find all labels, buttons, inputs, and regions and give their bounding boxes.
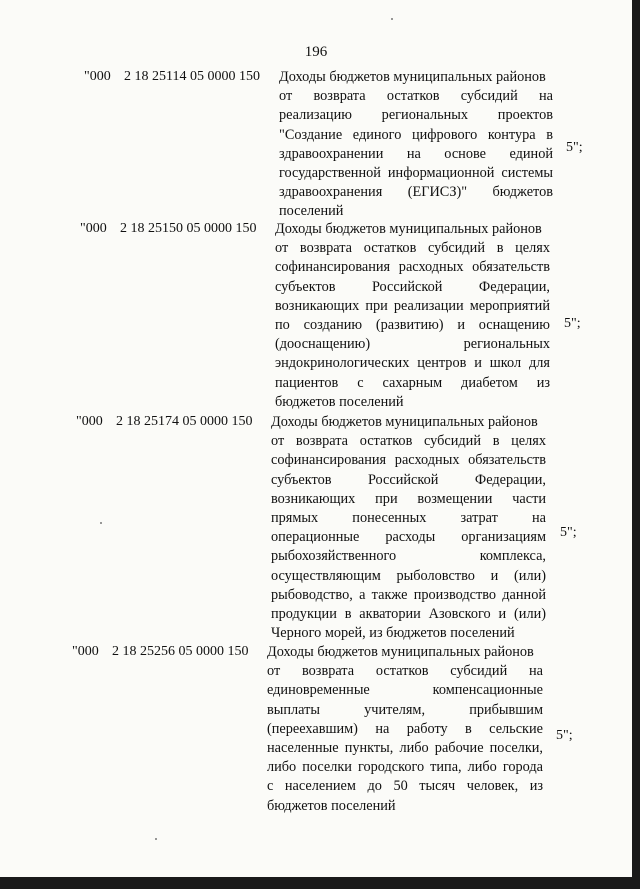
description-line: населенные пункты, либо рабочие поселки, — [267, 740, 543, 757]
description-line: государственной информационной системы — [279, 165, 553, 182]
description-line: операционные расходы организациям — [271, 529, 546, 546]
scan-speck — [391, 18, 393, 20]
description-line: Доходы бюджетов муниципальных районов — [279, 69, 546, 85]
description-line: Доходы бюджетов муниципальных районов — [267, 644, 534, 660]
description-line: возникающих при реализации мероприятий — [275, 297, 550, 314]
description-line: по созданию (развитию) и оснащению — [275, 317, 550, 334]
description-line: осуществляющим рыболовство и (или) — [271, 567, 546, 584]
description-line: выплаты учителям, прибывшим — [267, 701, 543, 718]
row-prefix: "000 — [76, 414, 103, 429]
description-line: субъектов Российской Федерации, — [271, 471, 546, 488]
description-line: эндокринологических центров и школ для — [275, 355, 550, 372]
budget-code: 2 18 25174 05 0000 150 — [116, 414, 253, 429]
description-line: продукции в акватории Азовского и (или) — [271, 606, 546, 623]
description-line: субъектов Российской Федерации, — [275, 278, 550, 295]
description-line: прямых понесенных затрат на — [271, 510, 546, 527]
row-prefix: "000 — [72, 644, 99, 659]
description-line: от возврата остатков субсидий в целях — [275, 240, 550, 257]
row-prefix: "000 — [80, 221, 107, 236]
budget-code: 2 18 25256 05 0000 150 — [112, 644, 249, 659]
description-line: рыбохозяйственного комплекса, — [271, 548, 546, 565]
description-line: единовременные компенсационные — [267, 682, 543, 699]
description-line: пациентов с сахарным диабетом из — [275, 374, 550, 391]
row-suffix: 5"; — [556, 728, 573, 743]
scan-speck — [155, 838, 157, 840]
row-prefix: "000 — [84, 69, 111, 84]
description-line: (дооснащению) региональных — [275, 336, 550, 353]
description-line: здравоохранении на основе единой — [279, 145, 553, 162]
description-line: здравоохранения (ЕГИСЗ)" бюджетов — [279, 184, 553, 201]
budget-code: 2 18 25150 05 0000 150 — [120, 221, 257, 236]
description-line: (переехавшим) на работу в сельские — [267, 720, 543, 737]
description-line: реализацию региональных проектов — [279, 107, 553, 124]
description-line: с населением до 50 тысяч человек, из — [267, 778, 543, 795]
row-suffix: 5"; — [560, 525, 577, 540]
row-description — [279, 68, 553, 222]
description-line: либо поселки городского типа, либо города — [267, 759, 543, 776]
description-line: от возврата остатков субсидий на — [279, 88, 553, 105]
budget-code: 2 18 25114 05 0000 150 — [124, 69, 260, 84]
description-line: от возврата остатков субсидий в целях — [271, 433, 546, 450]
description-line: софинансирования расходных обязательств — [271, 452, 546, 469]
description-line: софинансирования расходных обязательств — [275, 259, 550, 276]
row-description — [275, 220, 550, 412]
description-line: Доходы бюджетов муниципальных районов — [271, 414, 538, 430]
description-line: рыбоводство, а также производство данной — [271, 586, 546, 603]
row-description — [271, 413, 546, 643]
row-suffix: 5"; — [566, 140, 583, 155]
description-line: возникающих при возмещении части — [271, 490, 546, 507]
description-line: Черного морей, из бюджетов поселений — [271, 625, 515, 642]
description-line: бюджетов поселений — [267, 797, 396, 814]
description-line: "Создание единого цифрового контура в — [279, 126, 553, 143]
page-number: 196 — [304, 44, 328, 60]
row-suffix: 5"; — [564, 316, 581, 331]
description-line: Доходы бюджетов муниципальных районов — [275, 221, 542, 237]
description-line: от возврата остатков субсидий на — [267, 663, 543, 680]
description-line: поселений — [279, 203, 344, 220]
description-line: бюджетов поселений — [275, 393, 404, 410]
scan-speck — [100, 522, 102, 524]
row-description — [267, 643, 543, 816]
